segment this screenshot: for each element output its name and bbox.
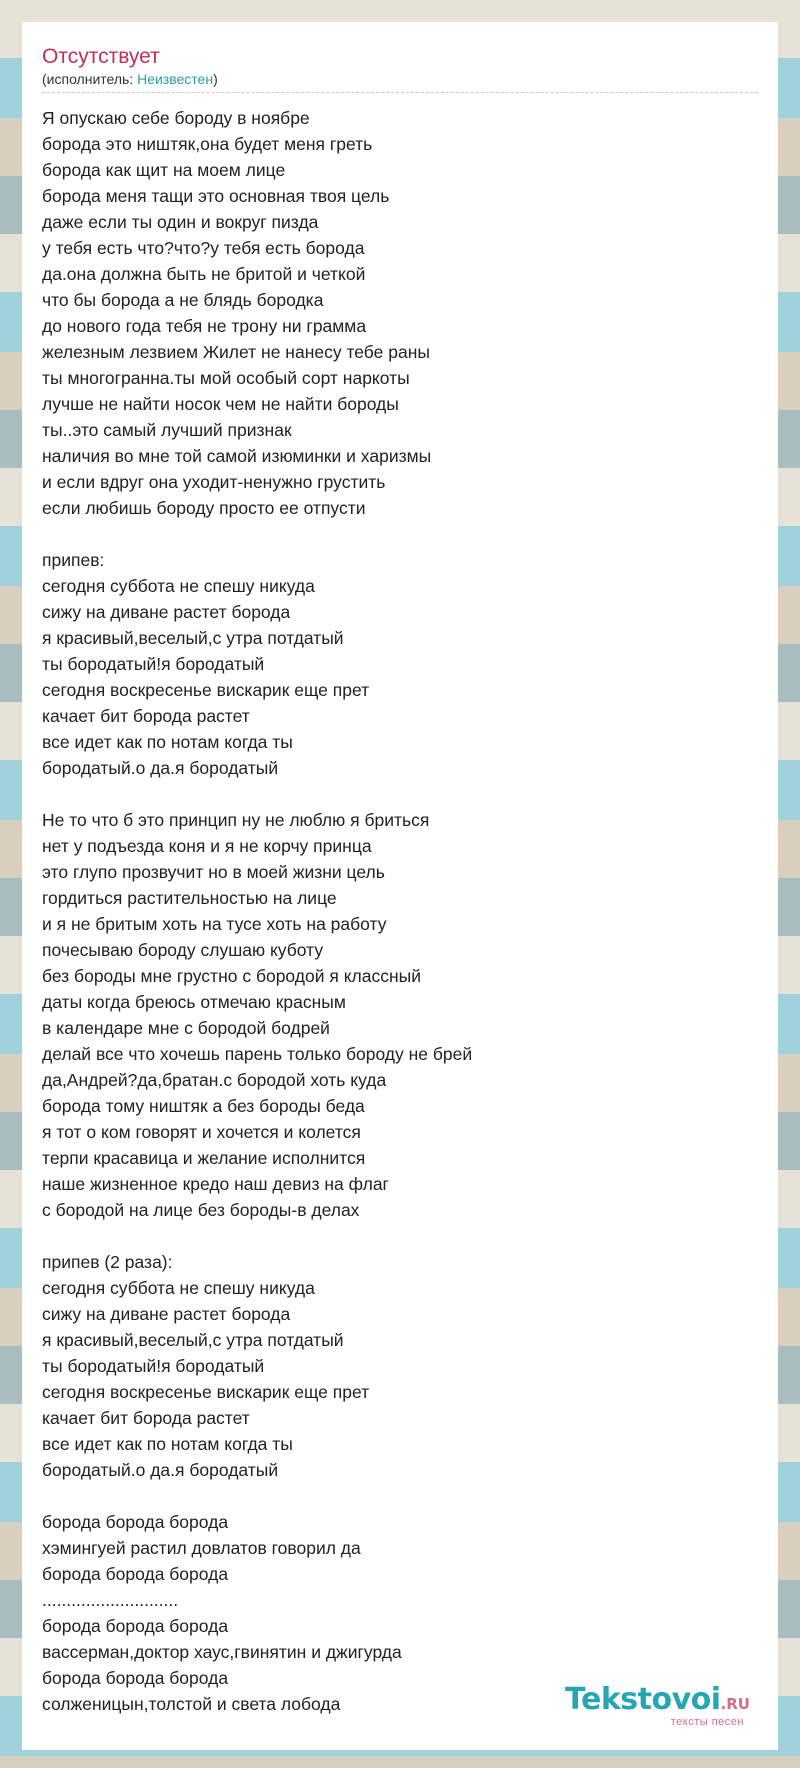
lyric-line: делай все что хочешь парень только бороду не брей xyxy=(42,1044,473,1064)
lyric-line xyxy=(42,1483,758,1509)
lyric-line: что бы борода а не блядь бородка xyxy=(42,290,324,310)
lyric-line: до нового года тебя не трону ни грамма xyxy=(42,316,367,336)
lyric-line xyxy=(42,1223,758,1249)
lyric-line: борода как щит на моем лице xyxy=(42,160,286,180)
lyric-line: ты бородатый!я бородатый xyxy=(42,1356,265,1376)
lyric-line: терпи красавица и желание исполнится xyxy=(42,1148,366,1168)
lyric-line: если любишь бороду просто ее отпусти xyxy=(42,498,366,518)
lyric-line: качает бит борода растет xyxy=(42,706,250,726)
lyric-line: борода тому ништяк а без бороды беда xyxy=(42,1096,365,1116)
lyric-line: да.она должна быть не бритой и четкой xyxy=(42,264,366,284)
lyric-line: и если вдруг она уходит-ненужно грустить xyxy=(42,472,386,492)
lyric-line: хэмингуей растил довлатов говорил да xyxy=(42,1538,361,1558)
artist-link[interactable]: Неизвестен xyxy=(137,71,214,87)
lyric-line: борода это ништяк,она будет меня греть xyxy=(42,134,373,154)
lyric-line: припев (2 раза): xyxy=(42,1252,173,1272)
lyric-line: без бороды мне грустно с бородой я классный xyxy=(42,966,422,986)
lyric-line: да,Андрей?да,братан.с бородой хоть куда xyxy=(42,1070,387,1090)
lyric-line: наше жизненное кредо наш девиз на флаг xyxy=(42,1174,389,1194)
artist-prefix: (исполнитель: xyxy=(42,71,138,87)
lyric-line: вассерман,доктор хаус,гвинятин и джигурда xyxy=(42,1642,402,1662)
lyrics-card xyxy=(22,22,778,1750)
lyric-line: ............................ xyxy=(42,1590,179,1610)
lyric-line: гордиться растительностью на лице xyxy=(42,888,337,908)
lyric-line: я красивый,веселый,с утра потдатый xyxy=(42,1330,344,1350)
lyric-line: борода борода борода xyxy=(42,1512,229,1532)
artist-line xyxy=(42,70,758,93)
lyric-line: это глупо прозвучит но в моей жизни цель xyxy=(42,862,385,882)
lyric-line: качает бит борода растет xyxy=(42,1408,250,1428)
lyric-line: ты..это самый лучший признак xyxy=(42,420,292,440)
lyric-line: нет у подъезда коня и я не корчу принца xyxy=(42,836,372,856)
lyric-line: борода борода борода xyxy=(42,1616,229,1636)
lyric-line: сижу на диване растет борода xyxy=(42,1304,291,1324)
lyric-line: Не то что б это принцип ну не люблю я бриться xyxy=(42,810,430,830)
lyric-line: лучше не найти носок чем не найти бороды xyxy=(42,394,399,414)
lyric-line: у тебя есть что?что?у тебя есть борода xyxy=(42,238,365,258)
lyric-line: наличия во мне той самой изюминки и харизмы xyxy=(42,446,432,466)
lyric-line: бородатый.о да.я бородатый xyxy=(42,1460,279,1480)
lyric-line xyxy=(42,521,758,547)
lyric-line: солженицын,толстой и света лобода xyxy=(42,1694,341,1714)
lyric-line: я тот о ком говорят и хочется и колется xyxy=(42,1122,361,1142)
lyric-line: бородатый.о да.я бородатый xyxy=(42,758,279,778)
logo-wordmark: Tekstovoi xyxy=(565,1682,721,1717)
lyric-line: все идет как по нотам когда ты xyxy=(42,1434,293,1454)
lyric-line: борода борода борода xyxy=(42,1564,229,1584)
lyric-line: борода борода борода xyxy=(42,1668,229,1688)
site-logo[interactable] xyxy=(565,1684,750,1728)
lyric-line: я красивый,веселый,с утра потдатый xyxy=(42,628,344,648)
lyric-line: сегодня воскресенье вискарик еще прет xyxy=(42,680,370,700)
lyric-line: ты многогранна.ты мой особый сорт наркоты xyxy=(42,368,410,388)
lyric-line: припев: xyxy=(42,550,105,570)
logo-subtitle: тексты песен xyxy=(670,1716,744,1728)
lyric-line: все идет как по нотам когда ты xyxy=(42,732,293,752)
song-title: Отсутствует xyxy=(42,45,160,68)
logo-tld: .RU xyxy=(720,1695,750,1713)
lyric-line: сегодня воскресенье вискарик еще прет xyxy=(42,1382,370,1402)
lyric-line: Я опускаю себе бороду в ноябре xyxy=(42,108,310,128)
lyric-line: железным лезвием Жилет не нанесу тебе раны xyxy=(42,342,430,362)
lyric-line: даты когда бреюсь отмечаю красным xyxy=(42,992,346,1012)
lyric-line: и я не бритым хоть на тусе хоть на работу xyxy=(42,914,387,934)
lyric-line: борода меня тащи это основная твоя цель xyxy=(42,186,390,206)
lyric-line: сегодня суббота не спешу никуда xyxy=(42,1278,315,1298)
lyric-line: сегодня суббота не спешу никуда xyxy=(42,576,315,596)
lyric-line: почесываю бороду слушаю куботу xyxy=(42,940,324,960)
lyric-line: с бородой на лице без бороды-в делах xyxy=(42,1200,360,1220)
lyrics-text xyxy=(42,105,758,1717)
artist-suffix: ) xyxy=(213,71,218,87)
lyric-line: ты бородатый!я бородатый xyxy=(42,654,265,674)
lyric-line: сижу на диване растет борода xyxy=(42,602,291,622)
lyric-line: в календаре мне с бородой бодрей xyxy=(42,1018,330,1038)
lyric-line xyxy=(42,781,758,807)
lyric-line: даже если ты один и вокруг пизда xyxy=(42,212,319,232)
